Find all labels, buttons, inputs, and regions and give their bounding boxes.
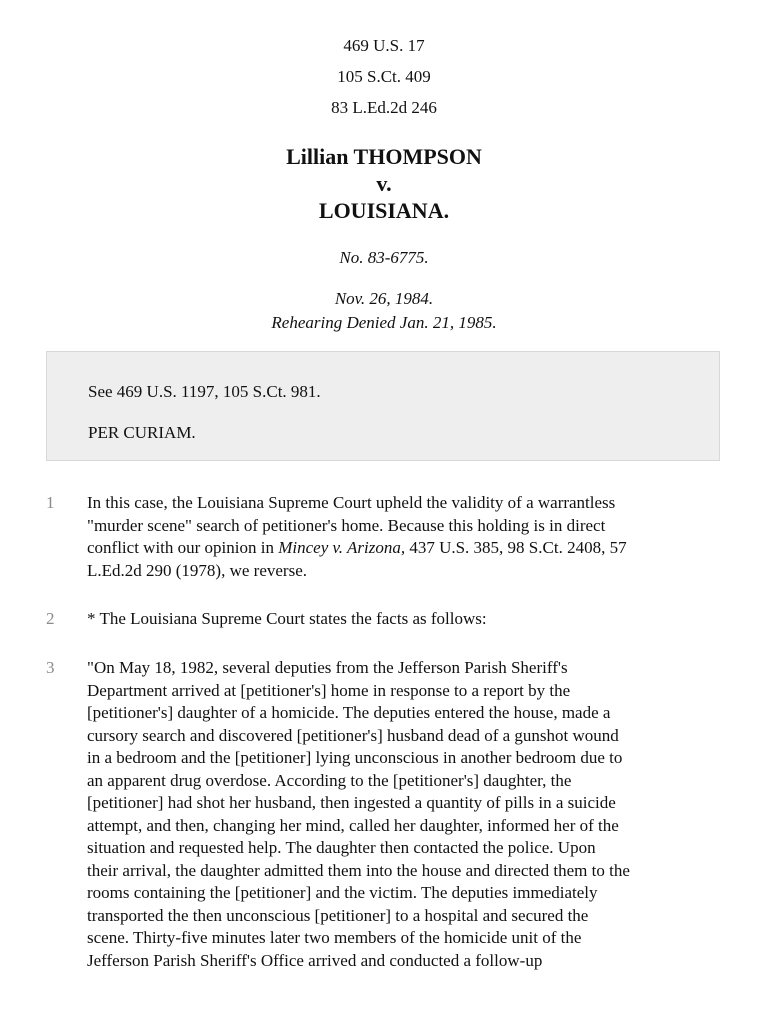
- paragraph-line: Department arrived at [petitioner's] home in response to a report by the: [87, 680, 571, 700]
- paragraph-3: [87, 657, 737, 972]
- paragraph-text: conflict with our opinion in: [87, 538, 279, 557]
- paragraph-line: [87, 537, 737, 560]
- paragraph-line: cursory search and discovered [petitioner's] husband dead of a gunshot wound: [87, 725, 619, 745]
- paragraph-line: attempt, and then, changing her mind, called her daughter, informed her of the: [87, 815, 619, 835]
- paragraph-line: situation and requested help. The daughter then contacted the police. Upon: [87, 838, 596, 857]
- paragraph-1: [87, 492, 737, 582]
- rehearing-note: Rehearing Denied Jan. 21, 1985.: [271, 313, 497, 332]
- case-title-versus: v.: [376, 171, 392, 196]
- paragraph-line: [petitioner's] daughter of a homicide. The deputies entered the house, made a: [87, 703, 611, 722]
- paragraph-line: their arrival, the daughter admitted them into the house and directed them to the: [87, 860, 630, 880]
- paragraph-line: scene. Thirty-five minutes later two members of the homicide unit of the: [87, 928, 582, 947]
- paragraph-2: [87, 608, 737, 631]
- paragraph-number: 3: [46, 658, 55, 677]
- paragraph-number: 1: [46, 493, 55, 512]
- see-also-citation: See 469 U.S. 1197, 105 S.Ct. 981.: [88, 382, 321, 401]
- paragraph-line: in a bedroom and the [petitioner] lying unconscious in another bedroom due to: [87, 748, 623, 767]
- paragraph-line: an apparent drug overdose. According to the [petitioner's] daughter, the: [87, 770, 572, 790]
- case-reference-mincey: Mincey v. Arizona,: [278, 538, 406, 557]
- paragraph-line: L.Ed.2d 290 (1978), we reverse.: [87, 560, 307, 580]
- case-title-petitioner: Lillian THOMPSON: [286, 144, 482, 169]
- paragraph-text: 437 U.S. 385, 98 S.Ct. 2408, 57: [405, 538, 627, 557]
- paragraph-line: In this case, the Louisiana Supreme Court upheld the validity of a warrantless: [87, 493, 616, 512]
- case-title-respondent: LOUISIANA.: [318, 198, 450, 223]
- opinion-type: PER CURIAM.: [88, 423, 196, 442]
- docket-number: No. 83-6775.: [339, 248, 429, 267]
- paragraph-line: Jefferson Parish Sheriff's Office arrived and conducted a follow-up: [87, 950, 543, 970]
- paragraph-line: "murder scene" search of petitioner's home. Because this holding is in direct: [87, 515, 606, 535]
- paragraph-number: 2: [46, 609, 55, 628]
- paragraph-line: [petitioner] had shot her husband, then ingested a quantity of pills in a suicide: [87, 793, 616, 812]
- paragraph-line: rooms containing the [petitioner] and the victim. The deputies immediately: [87, 883, 598, 902]
- citation-lawyers-edition: 83 L.Ed.2d 246: [331, 98, 437, 117]
- decision-date: Nov. 26, 1984.: [334, 289, 434, 308]
- paragraph-line: * The Louisiana Supreme Court states the facts as follows:: [87, 609, 487, 628]
- citation-supreme-court-reporter: 105 S.Ct. 409: [337, 67, 431, 86]
- citation-us-reports: 469 U.S. 17: [343, 36, 425, 55]
- case-summary-box: [46, 351, 720, 461]
- paragraph-line: "On May 18, 1982, several deputies from the Jefferson Parish Sheriff's: [87, 658, 568, 677]
- paragraph-line: transported the then unconscious [petitioner] to a hospital and secured the: [87, 905, 589, 925]
